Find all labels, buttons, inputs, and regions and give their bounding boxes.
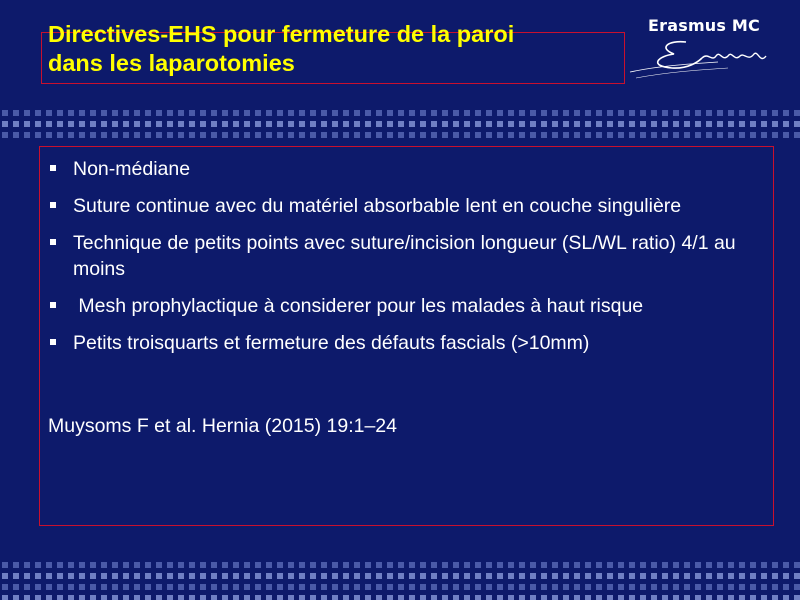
bullet-text: Technique de petits points avec suture/incision longueur (SL/WL ratio) 4/1 au moins — [73, 232, 736, 280]
title-line-2: dans les laparotomies — [48, 50, 295, 76]
bullet-item — [48, 293, 773, 319]
square-bullet-icon — [50, 165, 56, 171]
square-bullet-icon — [50, 302, 56, 308]
citation: Muysoms F et al. Hernia (2015) 19:1–24 — [48, 415, 398, 437]
square-bullet-icon — [50, 239, 56, 245]
title-line-1: Directives-EHS pour fermeture de la paroi — [48, 21, 515, 47]
bullet-item — [48, 330, 773, 356]
slide-title — [48, 20, 608, 78]
erasmus-signature-icon — [628, 34, 788, 82]
bullet-text: Petits troisquarts et fermeture des défauts fascials (>10mm) — [73, 332, 590, 354]
bullet-text: Non-médiane — [73, 158, 191, 180]
square-bullet-icon — [50, 202, 56, 208]
decorative-dot-band-bottom — [0, 560, 800, 600]
logo-text: Erasmus MC — [648, 16, 760, 35]
decorative-dot-band-top — [0, 108, 800, 142]
bullet-item — [48, 193, 773, 219]
square-bullet-icon — [50, 339, 56, 345]
bullet-text: Suture continue avec du matériel absorbable lent en couche singulière — [73, 195, 682, 217]
bullet-text: Mesh prophylactique à considerer pour les malades à haut risque — [73, 295, 644, 317]
erasmus-mc-logo — [628, 12, 788, 82]
bullet-item — [48, 230, 773, 282]
bullet-list — [48, 156, 773, 367]
bullet-item — [48, 156, 773, 182]
